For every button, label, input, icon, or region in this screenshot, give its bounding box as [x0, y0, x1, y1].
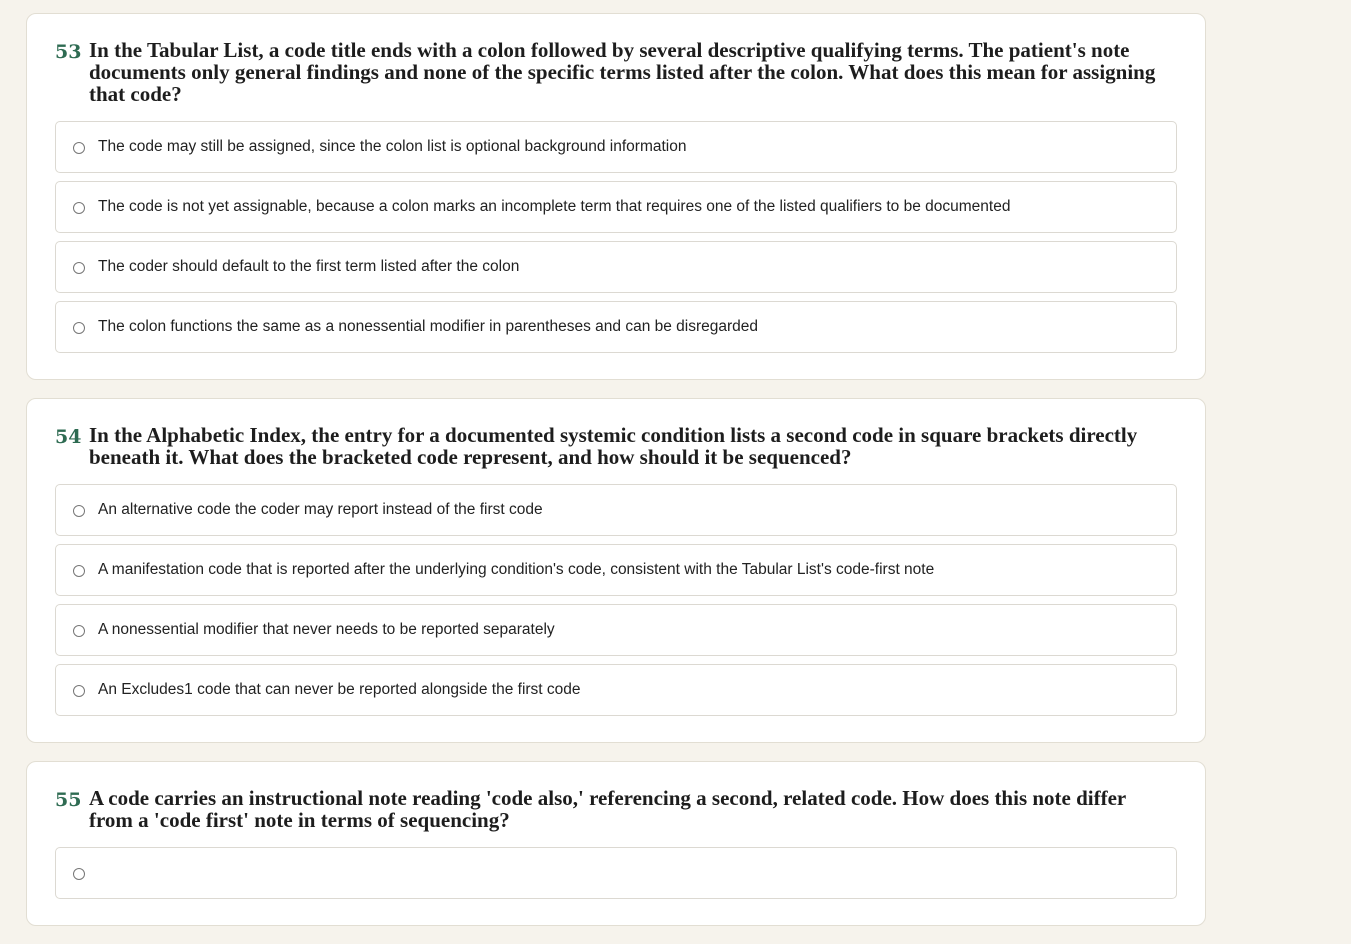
radio-button[interactable]: [73, 868, 85, 880]
question-number: 53: [55, 41, 82, 63]
answer-option-label: A nonessential modifier that never needs to be reported separately: [98, 621, 555, 638]
answer-options: [55, 484, 1177, 716]
answer-option[interactable]: [55, 544, 1177, 596]
radio-button[interactable]: [73, 262, 85, 274]
radio-button[interactable]: [73, 565, 85, 577]
answer-option-label: The code may still be assigned, since the colon list is optional background information: [98, 138, 687, 155]
question-header: [55, 787, 1177, 831]
answer-option[interactable]: [55, 847, 1177, 899]
answer-options: [55, 121, 1177, 353]
radio-button[interactable]: [73, 142, 85, 154]
radio-button[interactable]: [73, 505, 85, 517]
radio-button[interactable]: [73, 685, 85, 697]
question-text: In the Alphabetic Index, the entry for a documented systemic condition lists a second code in square brackets directly beneath it. What does the bracketed code represent, and how should it be sequenced?: [89, 423, 1138, 469]
question-card: [26, 761, 1206, 926]
question-card: [26, 13, 1206, 380]
question-text: In the Tabular List, a code title ends with a colon followed by several descriptive qualifying terms. The patient's note documents only general findings and none of the specific terms listed after the colon. What does this mean for assigning that code?: [89, 38, 1156, 106]
answer-option-label: The coder should default to the first term listed after the colon: [98, 258, 520, 275]
answer-option-label: An Excludes1 code that can never be reported alongside the first code: [98, 681, 581, 698]
answer-option[interactable]: [55, 484, 1177, 536]
question-number: 54: [55, 426, 82, 448]
answer-option-label: The code is not yet assignable, because a colon marks an incomplete term that requires one of the listed qualifiers to be documented: [98, 198, 1011, 215]
answer-option[interactable]: [55, 121, 1177, 173]
answer-option-label: A manifestation code that is reported after the underlying condition's code, consistent with the Tabular List's code-first note: [98, 561, 935, 578]
radio-button[interactable]: [73, 625, 85, 637]
question-card: [26, 398, 1206, 743]
radio-button[interactable]: [73, 202, 85, 214]
quiz-list: [26, 13, 1206, 944]
question-number: 55: [55, 789, 82, 811]
answer-option[interactable]: [55, 301, 1177, 353]
radio-button[interactable]: [73, 322, 85, 334]
answer-option[interactable]: [55, 604, 1177, 656]
answer-options: [55, 847, 1177, 899]
answer-option-label: An alternative code the coder may report instead of the first code: [98, 501, 543, 518]
question-text: A code carries an instructional note reading 'code also,' referencing a second, related code. How does this note differ from a 'code first' note in terms of sequencing?: [89, 786, 1126, 832]
question-header: [55, 424, 1177, 468]
answer-option[interactable]: [55, 241, 1177, 293]
answer-option[interactable]: [55, 664, 1177, 716]
answer-option-label: The colon functions the same as a nonessential modifier in parentheses and can be disregarded: [98, 318, 759, 335]
answer-option[interactable]: [55, 181, 1177, 233]
question-header: [55, 39, 1177, 105]
